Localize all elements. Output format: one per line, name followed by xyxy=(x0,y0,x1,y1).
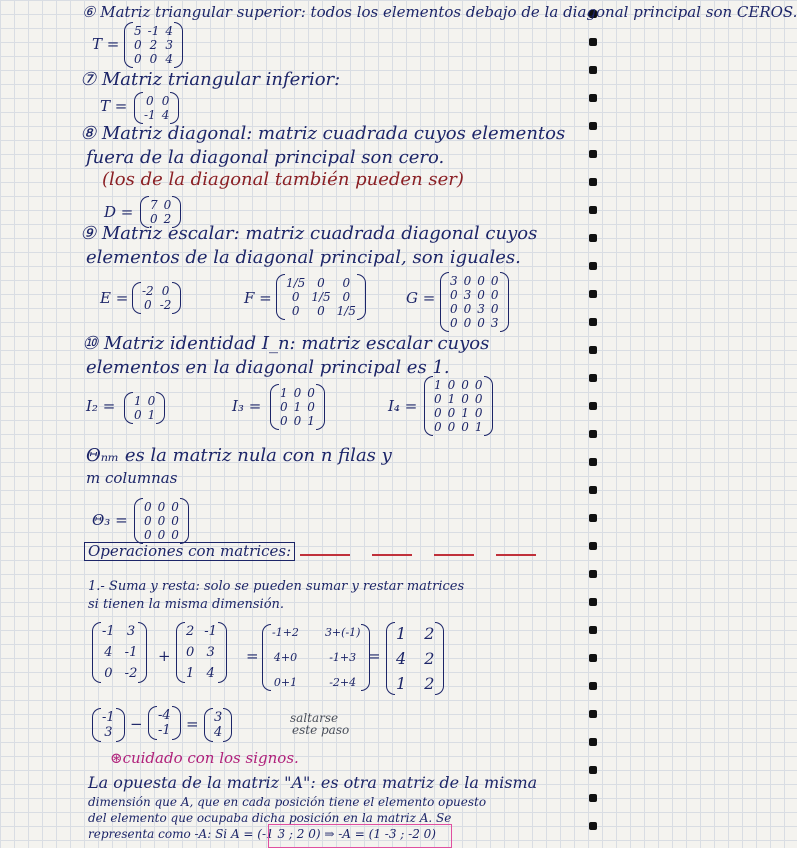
binder-hole xyxy=(589,514,597,522)
matrix-cell: 0 xyxy=(280,400,288,414)
binder-hole xyxy=(589,290,597,298)
ops-divider xyxy=(300,554,350,556)
matrix-cell: 1 xyxy=(307,414,315,428)
matrix-cell: 0 xyxy=(461,378,469,392)
matrix-cell: 0 xyxy=(134,408,142,422)
matrix-cell: 0 xyxy=(434,420,442,434)
matrix-cell: 0 xyxy=(463,316,472,330)
matrix-cell: -1 xyxy=(158,723,171,738)
ops-divider xyxy=(434,554,474,556)
matrix-cell: 2 xyxy=(149,38,158,52)
binder-hole xyxy=(589,682,597,690)
matrix-cell: 0 xyxy=(147,394,156,408)
s9-heading-1: ⑨ Matriz escalar: matriz cuadrada diagonal cuyos xyxy=(80,223,538,244)
s10-I2-matrix xyxy=(124,392,165,424)
binder-hole xyxy=(589,234,597,242)
matrix-cell: 3+(-1) xyxy=(324,626,361,639)
matrix-cell: 0 xyxy=(157,500,166,514)
ops-opposite-line-2: dimensión que A, que en cada posición tiene el elemento opuesto xyxy=(88,795,487,809)
binder-hole xyxy=(589,794,597,802)
matrix-cell: 1 xyxy=(147,408,156,422)
matrix-cell: 0 xyxy=(447,420,456,434)
ops-opposite-line-1: La opuesta de la matriz "A": es otra matriz de la misma xyxy=(88,773,538,792)
s7-matrix xyxy=(134,92,179,124)
matrix-cell: 0 xyxy=(450,316,458,330)
matrix-cell: 0 xyxy=(474,406,483,420)
matrix-cell: -1+2 xyxy=(272,626,299,639)
matrix-cell: 0 xyxy=(490,302,499,316)
matrix-cell: 3 xyxy=(104,725,113,740)
binder-hole xyxy=(589,738,597,746)
binder-hole xyxy=(589,654,597,662)
binder-hole xyxy=(589,178,597,186)
binder-hole xyxy=(589,570,597,578)
matrix-cell: 0 xyxy=(291,304,300,318)
matrix-cell: 0+1 xyxy=(273,676,298,689)
s7-label: T = xyxy=(100,97,128,115)
matrix-cell: 3 xyxy=(477,302,485,316)
matrix-cell: -1 xyxy=(204,624,217,639)
matrix-cell: 4+0 xyxy=(273,651,298,664)
matrix-cell: 0 xyxy=(293,386,302,400)
matrix-cell: 0 xyxy=(317,276,325,290)
matrix-cell: 3 xyxy=(214,710,223,725)
ops-B-matrix xyxy=(176,622,227,683)
s10-I4-matrix xyxy=(424,376,493,436)
binder-hole xyxy=(589,94,597,102)
matrix-cell: -2 xyxy=(159,298,172,312)
s10-I2-label: I₂ = xyxy=(86,397,116,415)
matrix-cell: 0 xyxy=(477,288,485,302)
s10-heading-1: ⑩ Matriz identidad I_n: matriz escalar cuyos xyxy=(82,333,490,354)
null-line-2: m columnas xyxy=(86,469,178,487)
matrix-cell: 4 xyxy=(165,24,173,38)
s6-matrix xyxy=(124,22,183,68)
matrix-cell: 4 xyxy=(206,666,215,681)
matrix-cell: 3 xyxy=(165,38,173,52)
matrix-cell: 1 xyxy=(474,420,483,434)
ops-opposite-line-3: del elemento que ocupaba dicha posición en la matriz A. Se xyxy=(88,811,452,825)
ops-v3-matrix xyxy=(204,708,232,742)
matrix-cell: 0 xyxy=(157,528,166,542)
matrix-cell: 2 xyxy=(186,624,195,639)
ops-R-matrix xyxy=(386,622,444,695)
matrix-cell: 0 xyxy=(144,528,152,542)
s9-F-label: F = xyxy=(244,289,272,307)
notebook-holes xyxy=(585,0,599,848)
binder-hole xyxy=(589,318,597,326)
matrix-cell: 0 xyxy=(150,212,158,226)
matrix-cell: 0 xyxy=(490,274,499,288)
matrix-cell: 0 xyxy=(447,406,456,420)
s10-I3-label: I₃ = xyxy=(232,397,262,415)
ops-eq2: = xyxy=(368,647,381,665)
matrix-cell: 0 xyxy=(490,288,499,302)
binder-hole xyxy=(589,822,597,830)
matrix-cell: 0 xyxy=(477,274,485,288)
matrix-cell: 1/5 xyxy=(336,304,356,318)
matrix-cell: 0 xyxy=(461,392,469,406)
s9-F-matrix xyxy=(276,274,366,320)
matrix-cell: 0 xyxy=(144,500,152,514)
matrix-cell: 0 xyxy=(161,284,170,298)
matrix-cell: 1/5 xyxy=(286,276,306,290)
binder-hole xyxy=(589,458,597,466)
matrix-cell: 7 xyxy=(150,198,158,212)
matrix-cell: 4 xyxy=(161,108,170,122)
matrix-cell: 2 xyxy=(424,649,435,668)
null-matrix xyxy=(134,498,189,544)
ops-C-matrix xyxy=(262,624,370,691)
binder-hole xyxy=(589,402,597,410)
matrix-cell: 0 xyxy=(104,666,113,681)
ops-divider xyxy=(496,554,536,556)
matrix-cell: 1 xyxy=(280,386,288,400)
ops-plus: + xyxy=(158,647,171,665)
s8-heading-1: ⑧ Matriz diagonal: matriz cuadrada cuyos elementos xyxy=(80,123,566,144)
matrix-cell: 0 xyxy=(161,94,170,108)
matrix-cell: 0 xyxy=(447,378,456,392)
matrix-cell: 1 xyxy=(461,406,469,420)
s9-G-matrix xyxy=(440,272,509,332)
matrix-cell: -1 xyxy=(102,710,115,725)
matrix-cell: 0 xyxy=(307,386,315,400)
s6-heading: ⑥ Matriz triangular superior: todos los elementos debajo de la diagonal principal son CEROS. xyxy=(82,3,797,21)
matrix-cell: 0 xyxy=(144,298,152,312)
binder-hole xyxy=(589,710,597,718)
binder-hole xyxy=(589,598,597,606)
matrix-cell: -1 xyxy=(124,645,138,660)
matrix-cell: 0 xyxy=(450,302,458,316)
matrix-cell: 1 xyxy=(134,394,142,408)
binder-hole xyxy=(589,262,597,270)
matrix-cell: 0 xyxy=(171,514,179,528)
matrix-cell: 0 xyxy=(171,500,179,514)
matrix-cell: 0 xyxy=(149,52,158,66)
s6-label: T = xyxy=(92,35,120,53)
matrix-cell: 0 xyxy=(293,414,302,428)
matrix-cell: -2 xyxy=(124,666,138,681)
matrix-cell: 0 xyxy=(450,288,458,302)
matrix-cell: 0 xyxy=(307,400,315,414)
matrix-cell: -1 xyxy=(147,24,160,38)
matrix-cell: 0 xyxy=(317,304,325,318)
matrix-cell: 0 xyxy=(134,52,142,66)
matrix-cell: 0 xyxy=(434,406,442,420)
ops-careful-note: ⊛cuidado con los signos. xyxy=(110,749,299,767)
matrix-cell: 0 xyxy=(477,316,485,330)
matrix-cell: -2+4 xyxy=(329,676,357,689)
matrix-cell: 2 xyxy=(424,674,435,693)
null-line-1: Θₙₘ es la matriz nula con n filas y xyxy=(86,445,392,466)
matrix-cell: 2 xyxy=(163,212,172,226)
ops-v2-matrix xyxy=(148,706,181,740)
s7-heading: ⑦ Matriz triangular inferior: xyxy=(80,69,341,90)
matrix-cell: 1 xyxy=(293,400,302,414)
ops-eq3: = xyxy=(186,715,199,733)
matrix-cell: 0 xyxy=(342,290,351,304)
matrix-cell: 4 xyxy=(104,645,113,660)
matrix-cell: 0 xyxy=(463,302,472,316)
binder-hole xyxy=(589,122,597,130)
matrix-cell: 1 xyxy=(396,674,407,693)
s9-heading-2: elementos de la diagonal principal, son iguales. xyxy=(86,247,521,268)
matrix-cell: 4 xyxy=(214,725,223,740)
matrix-cell: 5 xyxy=(134,24,142,38)
matrix-cell: 1 xyxy=(186,666,195,681)
matrix-cell: 4 xyxy=(396,649,407,668)
matrix-cell: 0 xyxy=(342,276,351,290)
matrix-cell: 0 xyxy=(157,514,166,528)
s10-I3-matrix xyxy=(270,384,325,430)
matrix-cell: -4 xyxy=(158,708,171,723)
matrix-cell: 0 xyxy=(461,420,469,434)
matrix-cell: 0 xyxy=(163,198,172,212)
matrix-cell: 1 xyxy=(434,378,442,392)
matrix-cell: -1 xyxy=(144,108,156,122)
ops-eq: = xyxy=(246,647,259,665)
ops-sum-line-1: 1.- Suma y resta: solo se pueden sumar y restar matrices xyxy=(88,579,465,594)
ops-sum-line-2: si tienen la misma dimensión. xyxy=(88,597,285,612)
binder-hole xyxy=(589,150,597,158)
matrix-cell: 1 xyxy=(447,392,456,406)
matrix-cell: 0 xyxy=(434,392,442,406)
s9-E-label: E = xyxy=(100,289,129,307)
binder-hole xyxy=(589,430,597,438)
binder-hole xyxy=(589,374,597,382)
s8-label: D = xyxy=(104,203,134,221)
binder-hole xyxy=(589,766,597,774)
matrix-cell: 3 xyxy=(490,316,499,330)
ops-v1-matrix xyxy=(92,708,125,742)
s8-heading-2: fuera de la diagonal principal son cero. xyxy=(86,147,445,168)
binder-hole xyxy=(589,38,597,46)
ops-skip-note-2: este paso xyxy=(292,723,350,737)
s9-E-matrix xyxy=(132,282,181,314)
ops-A-matrix xyxy=(92,622,147,683)
binder-hole xyxy=(589,486,597,494)
matrix-cell: 0 xyxy=(474,392,483,406)
ops-minus: − xyxy=(130,715,143,733)
binder-hole xyxy=(589,626,597,634)
binder-hole xyxy=(589,346,597,354)
matrix-cell: -1+3 xyxy=(329,651,357,664)
ops-opposite-line-4: representa como -A: Si A = (-1 3 ; 2 0) ⇒ -A = (1 -3 ; -2 0) xyxy=(88,827,436,841)
matrix-cell: 3 xyxy=(126,624,136,639)
ops-skip-note-1: saltarse xyxy=(290,711,339,725)
matrix-cell: 1/5 xyxy=(311,290,331,304)
matrix-cell: 0 xyxy=(144,514,152,528)
binder-hole xyxy=(589,542,597,550)
matrix-cell: 0 xyxy=(463,274,472,288)
matrix-cell: 0 xyxy=(280,414,288,428)
binder-hole xyxy=(589,66,597,74)
binder-hole xyxy=(589,206,597,214)
matrix-cell: 1 xyxy=(396,624,407,643)
matrix-cell: 3 xyxy=(206,645,215,660)
s10-I4-label: I₄ = xyxy=(388,397,418,415)
matrix-cell: 0 xyxy=(291,290,300,304)
s10-heading-2: elementos en la diagonal principal es 1. xyxy=(86,357,450,378)
ops-heading: Operaciones con matrices: xyxy=(84,542,295,561)
matrix-cell: 0 xyxy=(171,528,179,542)
null-label: Θ₃ = xyxy=(92,511,128,529)
matrix-cell: 2 xyxy=(424,624,435,643)
s9-G-label: G = xyxy=(406,289,436,307)
matrix-cell: 0 xyxy=(186,645,195,660)
s8-note: (los de la diagonal también pueden ser) xyxy=(102,169,464,190)
matrix-cell: 3 xyxy=(463,288,472,302)
matrix-cell: 0 xyxy=(474,378,483,392)
matrix-cell: -1 xyxy=(102,624,115,639)
matrix-cell: 0 xyxy=(134,38,142,52)
matrix-cell: 4 xyxy=(165,52,173,66)
matrix-cell: -2 xyxy=(142,284,154,298)
highlight-box xyxy=(268,824,452,848)
matrix-cell: 0 xyxy=(146,94,154,108)
matrix-cell: 3 xyxy=(450,274,458,288)
ops-divider xyxy=(372,554,412,556)
